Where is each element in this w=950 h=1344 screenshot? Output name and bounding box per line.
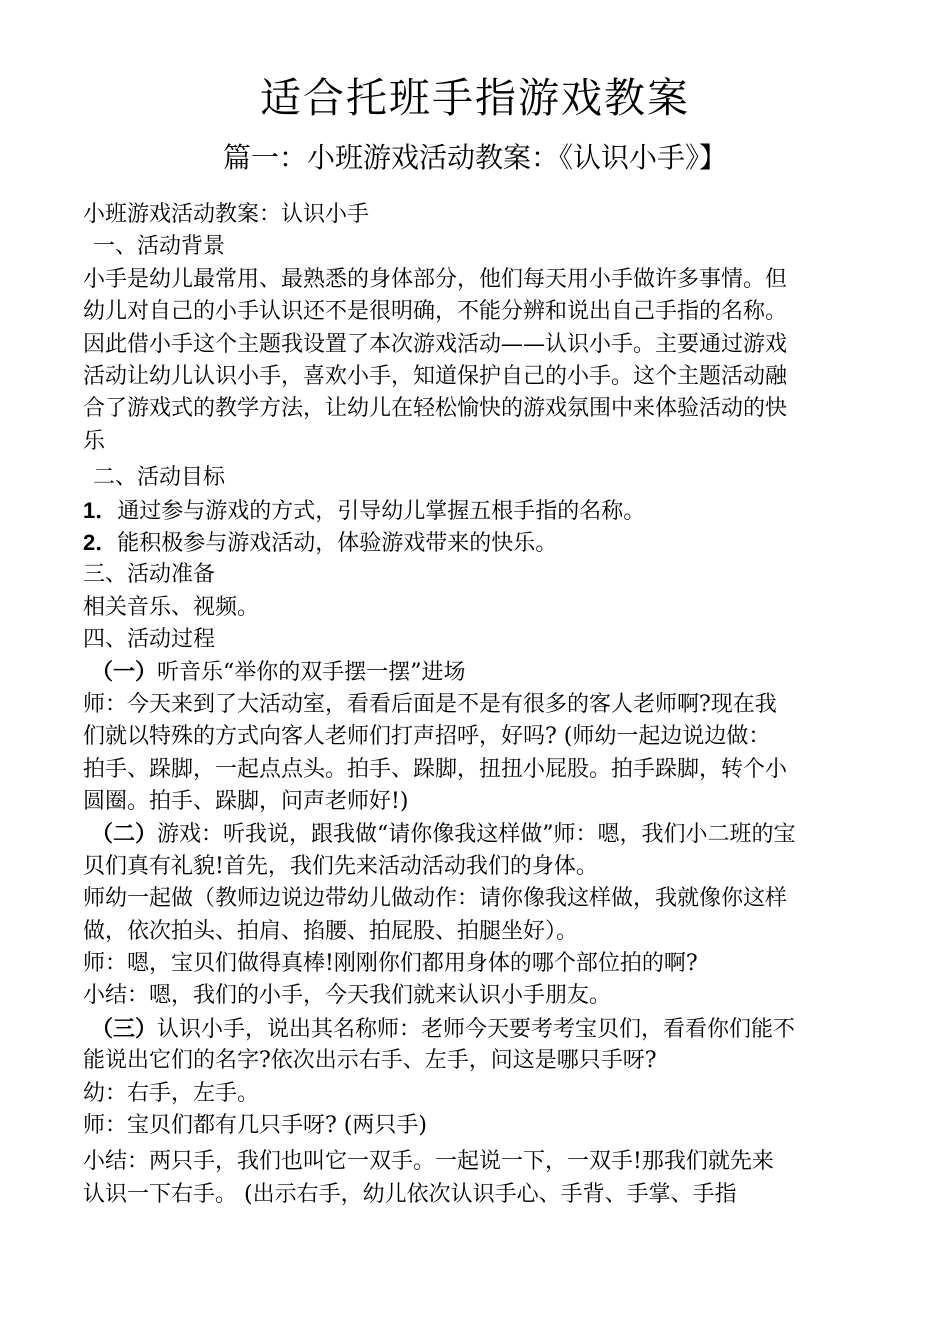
paragraph-line: 小结：嗯，我们的小手，今天我们就来认识小手朋友。: [83, 983, 612, 1009]
paragraph-line: 因此借小手这个主题我设置了本次游戏活动——认识小手。主要通过游戏: [83, 331, 788, 357]
paragraph-line: 能说出它们的名字?依次出示右手、左手，问这是哪只手呀?: [83, 1048, 657, 1074]
paragraph-line: 幼儿对自己的小手认识还不是很明确，不能分辨和说出自己手指的名称。: [83, 299, 788, 325]
document-body: [83, 199, 883, 1211]
goal-number: 1．: [83, 497, 118, 523]
section-heading-process: 四、活动过程: [83, 627, 216, 653]
step-1-heading: [83, 656, 883, 688]
section-heading-background: 一、活动背景: [93, 234, 226, 260]
goal-item-1: [83, 495, 883, 527]
intro-line: 小班游戏活动教案：认识小手: [83, 202, 370, 227]
step-label: （一）: [91, 659, 158, 685]
paragraph-line: 贝们真有礼貌!首先，我们先来活动活动我们的身体。: [83, 853, 598, 879]
paragraph-line: 幼：右手，左手。: [83, 1080, 260, 1106]
goal-number: 2．: [83, 529, 118, 555]
step-text: 听音乐“举你的双手摆一摆”进场: [157, 660, 466, 686]
paragraph-line: 小手是幼儿最常用、最熟悉的身体部分，他们每天用小手做许多事情。但: [83, 266, 788, 292]
document-title: 适合托班手指游戏教案: [260, 74, 690, 122]
paragraph-line: 师幼一起做（教师边说边带幼儿做动作：请你像我这样做，我就像你这样: [83, 886, 788, 912]
section-heading-preparation: 三、活动准备: [83, 562, 216, 588]
step-label: （二）: [91, 821, 158, 847]
step-text: 认识小手，说出其名称师：老师今天要考考宝贝们，看看你们能不: [157, 1016, 796, 1042]
section-heading-goals: 二、活动目标: [93, 465, 226, 491]
paragraph-line: 拍手、跺脚，一起点点头。拍手、跺脚，扭扭小屁股。拍手跺脚，转个小: [83, 756, 788, 782]
paragraph-line: 们就以特殊的方式向客人老师们打声招呼，好吗? (师幼一起边说边做：: [83, 724, 771, 750]
paragraph-line: 圆圈。拍手、跺脚，问声老师好!): [83, 789, 409, 815]
step-text: 游戏：听我说，跟我做“请你像我这样做”师：嗯，我们小二班的宝: [157, 822, 796, 848]
paragraph-line: 师：嗯，宝贝们做得真棒!刚刚你们都用身体的哪个部位拍的啊?: [83, 950, 698, 976]
goal-item-2: [83, 527, 883, 559]
step-2-heading: [83, 818, 883, 850]
step-label: （三）: [91, 1015, 158, 1041]
paragraph-line: 认识一下右手。 (出示右手，幼儿依次认识手心、手背、手掌、手指: [83, 1181, 737, 1207]
paragraph-line: 小结：两只手，我们也叫它一双手。一起说一下，一双手!那我们就先来: [83, 1149, 774, 1175]
goal-text: 通过参与游戏的方式，引导幼儿掌握五根手指的名称。: [117, 498, 646, 524]
preparation-text: 相关音乐、视频。: [83, 594, 260, 620]
document-subtitle: 篇一：小班游戏活动教案：《认识小手》】: [222, 141, 727, 174]
paragraph-line: 合了游戏式的教学方法，让幼儿在轻松愉快的游戏氛围中来体验活动的快: [83, 396, 788, 422]
step-3-heading: [83, 1013, 883, 1045]
paragraph-line: 师：宝贝们都有几只手呀? (两只手): [83, 1112, 427, 1138]
paragraph-line: 活动让幼儿认识小手，喜欢小手，知道保护自己的小手。这个主题活动融: [83, 363, 788, 389]
paragraph-line: 师：今天来到了大活动室，看看后面是不是有很多的客人老师啊?现在我: [83, 691, 777, 717]
paragraph-line: 乐: [83, 428, 106, 454]
goal-text: 能积极参与游戏活动，体验游戏带来的快乐。: [117, 530, 558, 556]
background-paragraph: [83, 264, 883, 458]
paragraph-line: 做，依次拍头、拍肩、掐腰、拍屁股、拍腿坐好）。: [83, 918, 579, 944]
